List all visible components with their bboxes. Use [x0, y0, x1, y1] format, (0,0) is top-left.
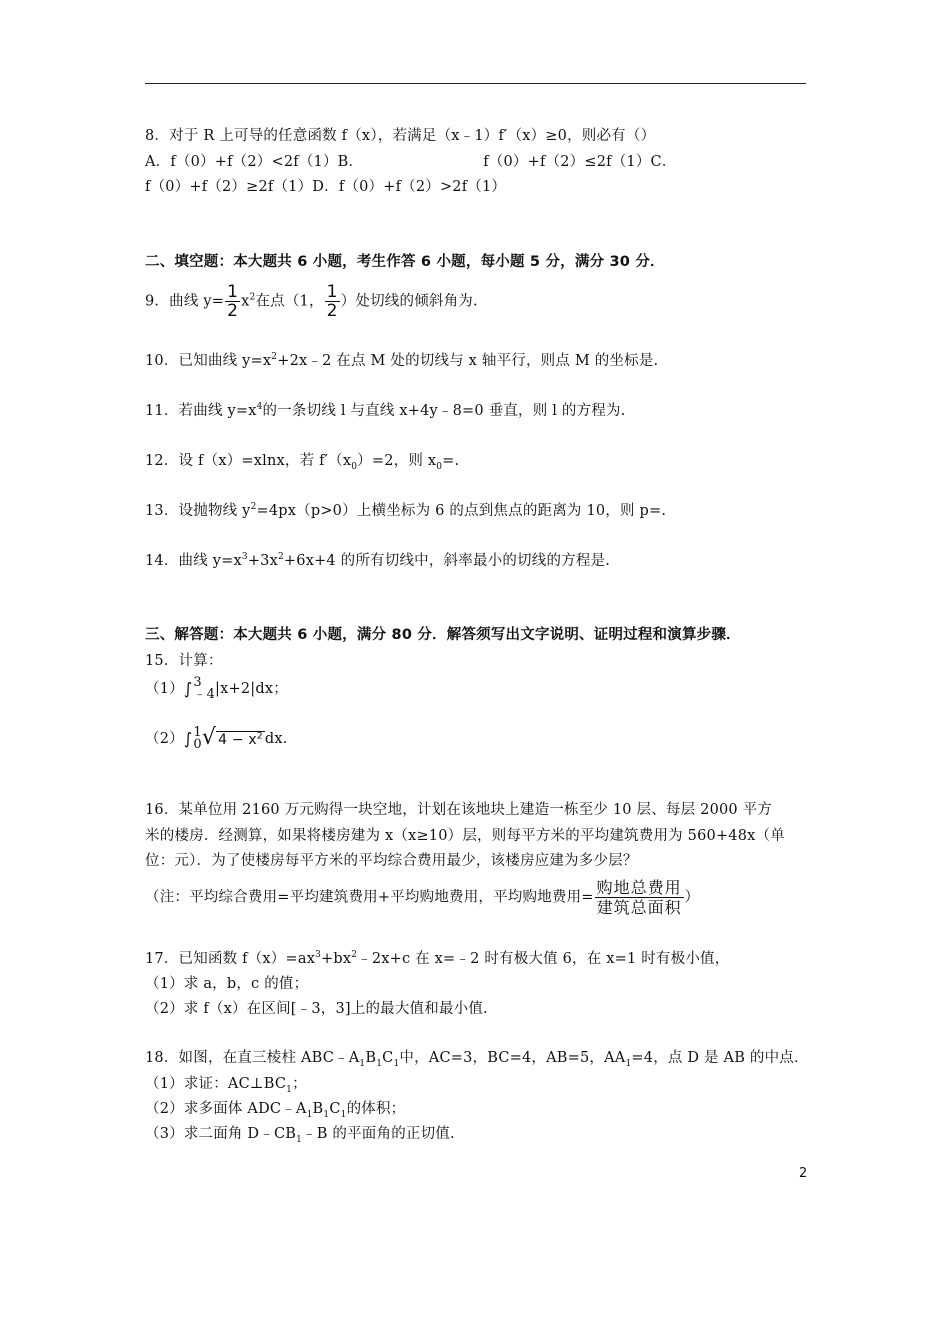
q16-line3: 位：元）．为了使楼房每平方米的平均综合费用最少，该楼房应建为多少层？ [145, 853, 638, 869]
q9-mid: 在点（1， [255, 293, 324, 310]
q16-note-den: 建筑总面积 [596, 898, 682, 917]
integral-sign: ∫ [183, 678, 193, 698]
q12-sub: 0 [351, 461, 358, 472]
q18-stem [145, 1048, 809, 1068]
q14-prefix: 14．曲线 y=x [145, 553, 242, 569]
upper-limit: 3 [193, 675, 202, 690]
q9-var: x [241, 293, 250, 310]
q18-p2-text: C [329, 1101, 341, 1117]
q18-part3 [145, 1124, 455, 1144]
q13 [145, 501, 666, 521]
sqrt-icon [201, 725, 265, 750]
integral-icon [184, 729, 193, 750]
q18-p2-suffix: 的体积； [346, 1101, 406, 1117]
lower-limit: ﹣4 [193, 687, 216, 702]
q18-text: 中，AC=3，BC=4，AB=5，AA [399, 1050, 626, 1066]
q17-suffix: ﹣2x+c 在 x=﹣2 时有极大值 6，在 x=1 时有极小值， [357, 951, 730, 967]
section-3-title: 三、解答题：本大题共 6 小题，满分 80 分．解答须写出文字说明、证明过程和演算步骤． [145, 627, 741, 643]
q9-fraction [225, 283, 240, 320]
q9-suffix: ）处切线的倾斜角为. [340, 293, 478, 310]
q15-p2-limits [193, 727, 201, 751]
q16-note-num: 购地总费用 [596, 878, 682, 897]
q10 [145, 351, 658, 371]
q15-part1 [145, 677, 288, 701]
q13-sup: 2 [250, 502, 257, 513]
q18-text: B [365, 1050, 377, 1066]
q16-note-prefix: （注：平均综合费用=平均建筑费用+平均购地费用，平均购地费用= [145, 889, 594, 906]
q8-stem: 8．对于 R 上可导的任意函数 f（x），若满足（x﹣1）f′（x）≥0，则必有（） [145, 128, 656, 144]
q18-part2 [145, 1099, 405, 1119]
q12-prefix: 12．设 f（x）=xlnx，若 f′（x [145, 453, 352, 469]
q17-stem [145, 949, 729, 969]
radicand [216, 731, 265, 748]
q8-options-row1 [145, 152, 677, 172]
q12-mid: ）=2，则 x [357, 453, 437, 469]
q16-line2: 米的楼房．经测算，如果将楼房建为 x（x≥10）层，则每平方米的平均建筑费用为 560+48x（单 [145, 828, 785, 844]
q18-p2-sub: 1 [323, 1109, 330, 1120]
q16-note-suffix: ） [684, 889, 700, 906]
q8-option-a: A．f（0）+f（2）<2f（1）B． [145, 154, 364, 170]
q18-p1-prefix: （1）求证：AC⊥BC [145, 1076, 287, 1092]
q18-p3-sub: 1 [296, 1134, 303, 1145]
q15-part2 [145, 727, 288, 751]
q11-suffix: 的一条切线 l 与直线 x+4y﹣8=0 垂直，则 l 的方程为. [262, 403, 626, 419]
q16-line1: 16．某单位用 2160 万元购得一块空地，计划在该地块上建造一栋至少 10 层、每层 2000 平方 [145, 802, 773, 818]
q14-mid: +3x [247, 553, 278, 569]
q14-sup2: 2 [277, 552, 284, 563]
q16-note [145, 878, 699, 917]
q12-suffix: =. [442, 453, 460, 469]
q13-prefix: 13．设抛物线 y [145, 503, 251, 519]
q18-sub: 1 [625, 1058, 632, 1069]
radical-sign: √ [201, 725, 217, 750]
q18-p2-text: B [312, 1101, 324, 1117]
q18-p1-sub: 1 [286, 1084, 293, 1095]
radicand-text: 4 − x [218, 732, 257, 748]
q9-fraction-2 [325, 283, 340, 320]
q15-p1-body: |x+2|dx； [215, 681, 288, 697]
q11 [145, 401, 626, 421]
q16-note-fraction [595, 878, 684, 917]
q18-sub: 1 [393, 1058, 400, 1069]
q11-sup: 4 [256, 402, 263, 413]
q15-p2-label: （2） [145, 731, 184, 747]
upper-limit: 1 [193, 725, 202, 740]
q10-suffix: +2x﹣2 在点 M 处的切线与 x 轴平行，则点 M 的坐标是. [277, 353, 659, 369]
q9-prefix: 9．曲线 y= [145, 293, 225, 310]
q11-prefix: 11．若曲线 y=x [145, 403, 257, 419]
q9-frac-num: 1 [227, 282, 239, 302]
q18-text: C [382, 1050, 394, 1066]
q17-sup1: 3 [315, 950, 322, 961]
q8-option-b: f（0）+f（2）≤2f（1）C． [483, 154, 677, 170]
page-number: 2 [799, 1166, 808, 1181]
section-2-title: 二、填空题：本大题共 6 小题，考生作答 6 小题，每小题 5 分，满分 30 分． [145, 254, 665, 270]
q15-stem: 15．计算： [145, 653, 223, 669]
q18-suffix: =4，点 D 是 AB 的中点． [631, 1050, 809, 1066]
q15-p1-limits [193, 677, 215, 701]
q18-prefix: 18．如图，在直三棱柱 ABC﹣A [145, 1050, 360, 1066]
q9 [145, 283, 478, 320]
integral-sign: ∫ [183, 728, 193, 748]
q14-suffix: +6x+4 的所有切线中，斜率最小的切线的方程是. [283, 553, 611, 569]
q18-sub: 1 [376, 1058, 383, 1069]
q18-part1 [145, 1074, 307, 1094]
q10-sup: 2 [271, 352, 278, 363]
q9-frac-den: 2 [227, 301, 239, 321]
q18-sub: 1 [359, 1058, 366, 1069]
q14 [145, 551, 610, 571]
q17-mid: +bx [321, 951, 352, 967]
q8-options-row2: f（0）+f（2）≥2f（1）D．f（0）+f（2）>2f（1） [145, 179, 507, 195]
q17-prefix: 17．已知函数 f（x）=ax [145, 951, 316, 967]
q10-prefix: 10．已知曲线 y=x [145, 353, 272, 369]
q17-part2: （2）求 f（x）在区间[﹣3，3]上的最大值和最小值. [145, 1001, 488, 1017]
q18-p3-prefix: （3）求二面角 D﹣CB [145, 1126, 297, 1142]
q17-part1: （1）求 a，b，c 的值； [145, 976, 309, 992]
q14-sup1: 3 [241, 552, 248, 563]
q9-sup: 2 [249, 292, 256, 303]
q15-p1-label: （1） [145, 681, 184, 697]
header-rule [145, 83, 806, 84]
q18-p2-prefix: （2）求多面体 ADC﹣A [145, 1101, 307, 1117]
radicand-sup: 2 [256, 731, 263, 742]
q18-p2-sub: 1 [306, 1109, 313, 1120]
q12 [145, 451, 459, 471]
q9-frac2-den: 2 [326, 301, 338, 321]
q18-p2-sub: 1 [340, 1109, 347, 1120]
q15-p2-tail: dx. [264, 731, 288, 747]
q9-frac2-num: 1 [326, 282, 338, 302]
q18-p1-suffix: ； [292, 1076, 307, 1092]
q17-sup2: 2 [351, 950, 358, 961]
integral-icon [184, 679, 193, 700]
q13-suffix: =4px（p>0）上横坐标为 6 的点到焦点的距离为 10，则 p=. [256, 503, 667, 519]
q12-sub2: 0 [436, 461, 443, 472]
lower-limit: 0 [193, 737, 202, 752]
q18-p3-suffix: ﹣B 的平面角的正切值. [302, 1126, 455, 1142]
